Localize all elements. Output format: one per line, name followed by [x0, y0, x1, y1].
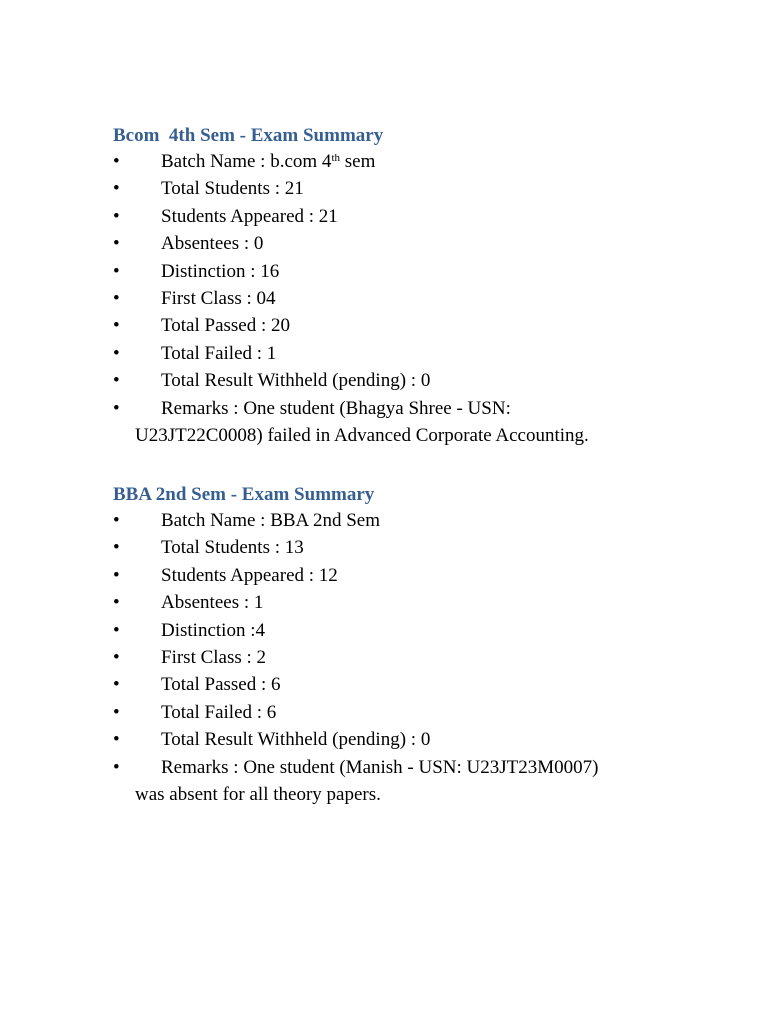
bcom-exam-summary-section — [113, 124, 733, 449]
summary-list — [113, 148, 733, 449]
bullet-icon: • — [113, 342, 120, 364]
bullet-icon: • — [113, 315, 120, 337]
list-item-students-appeared — [113, 562, 733, 589]
list-item-total-students — [113, 534, 733, 561]
ordinal-superscript: th — [331, 152, 340, 164]
list-item-remarks — [113, 395, 733, 450]
list-item-total-passed — [113, 671, 733, 698]
list-item-students-appeared — [113, 203, 733, 230]
remarks-line-1: Remarks : One student (Bhagya Shree - USN: — [161, 397, 511, 419]
bullet-icon: • — [113, 151, 120, 172]
list-item-absentees — [113, 230, 733, 257]
bullet-icon: • — [113, 510, 120, 531]
bullet-icon: • — [113, 674, 120, 696]
remarks-line-1: Remarks : One student (Manish - USN: U23JT23M0007) — [161, 756, 599, 778]
first-class-text: First Class : 2 — [161, 647, 267, 669]
list-item-batch-name — [113, 507, 733, 534]
bullet-icon: • — [113, 397, 120, 419]
total-failed-text: Total Failed : 6 — [161, 701, 277, 723]
list-item-total-failed — [113, 699, 733, 726]
students-appeared-text: Students Appeared : 21 — [161, 205, 338, 227]
summary-list — [113, 507, 733, 808]
section-heading: Bcom 4th Sem - Exam Summary — [113, 125, 384, 146]
withheld-text: Total Result Withheld (pending) : 0 — [161, 370, 431, 392]
batch-name-text: Batch Name : BBA 2nd Sem — [161, 510, 381, 531]
bullet-icon: • — [113, 178, 120, 200]
batch-name-suffix: sem — [340, 151, 376, 172]
list-item-first-class — [113, 644, 733, 671]
list-item-withheld — [113, 367, 733, 394]
bullet-icon: • — [113, 288, 120, 310]
list-item-remarks — [113, 754, 733, 809]
bullet-icon: • — [113, 205, 120, 227]
bullet-icon: • — [113, 756, 120, 778]
students-appeared-text: Students Appeared : 12 — [161, 564, 338, 586]
distinction-text: Distinction :4 — [161, 619, 265, 641]
absentees-text: Absentees : 0 — [161, 233, 264, 255]
list-item-total-students — [113, 175, 733, 202]
total-students-text: Total Students : 21 — [161, 178, 304, 200]
bullet-icon: • — [113, 537, 120, 559]
list-item-total-failed — [113, 340, 733, 367]
remarks-line-2: U23JT22C0008) failed in Advanced Corporate Accounting. — [135, 425, 589, 447]
list-item-distinction — [113, 617, 733, 644]
total-passed-text: Total Passed : 20 — [161, 315, 291, 337]
bullet-icon: • — [113, 729, 120, 751]
absentees-text: Absentees : 1 — [161, 592, 264, 614]
list-item-withheld — [113, 726, 733, 753]
distinction-text: Distinction : 16 — [161, 260, 280, 282]
total-failed-text: Total Failed : 1 — [161, 342, 277, 364]
first-class-text: First Class : 04 — [161, 288, 276, 310]
bullet-icon: • — [113, 647, 120, 669]
remarks-line-2: was absent for all theory papers. — [135, 784, 381, 806]
bullet-icon: • — [113, 701, 120, 723]
section-heading: BBA 2nd Sem - Exam Summary — [113, 484, 375, 505]
bullet-icon: • — [113, 592, 120, 614]
bullet-icon: • — [113, 370, 120, 392]
total-passed-text: Total Passed : 6 — [161, 674, 281, 696]
list-item-batch-name — [113, 148, 733, 175]
list-item-distinction — [113, 258, 733, 285]
bba-exam-summary-section — [113, 483, 733, 808]
bullet-icon: • — [113, 619, 120, 641]
withheld-text: Total Result Withheld (pending) : 0 — [161, 729, 431, 751]
bullet-icon: • — [113, 260, 120, 282]
bullet-icon: • — [113, 564, 120, 586]
list-item-total-passed — [113, 312, 733, 339]
batch-name-text: Batch Name : b.com 4 — [161, 151, 332, 172]
total-students-text: Total Students : 13 — [161, 537, 304, 559]
bullet-icon: • — [113, 233, 120, 255]
list-item-absentees — [113, 589, 733, 616]
list-item-first-class — [113, 285, 733, 312]
